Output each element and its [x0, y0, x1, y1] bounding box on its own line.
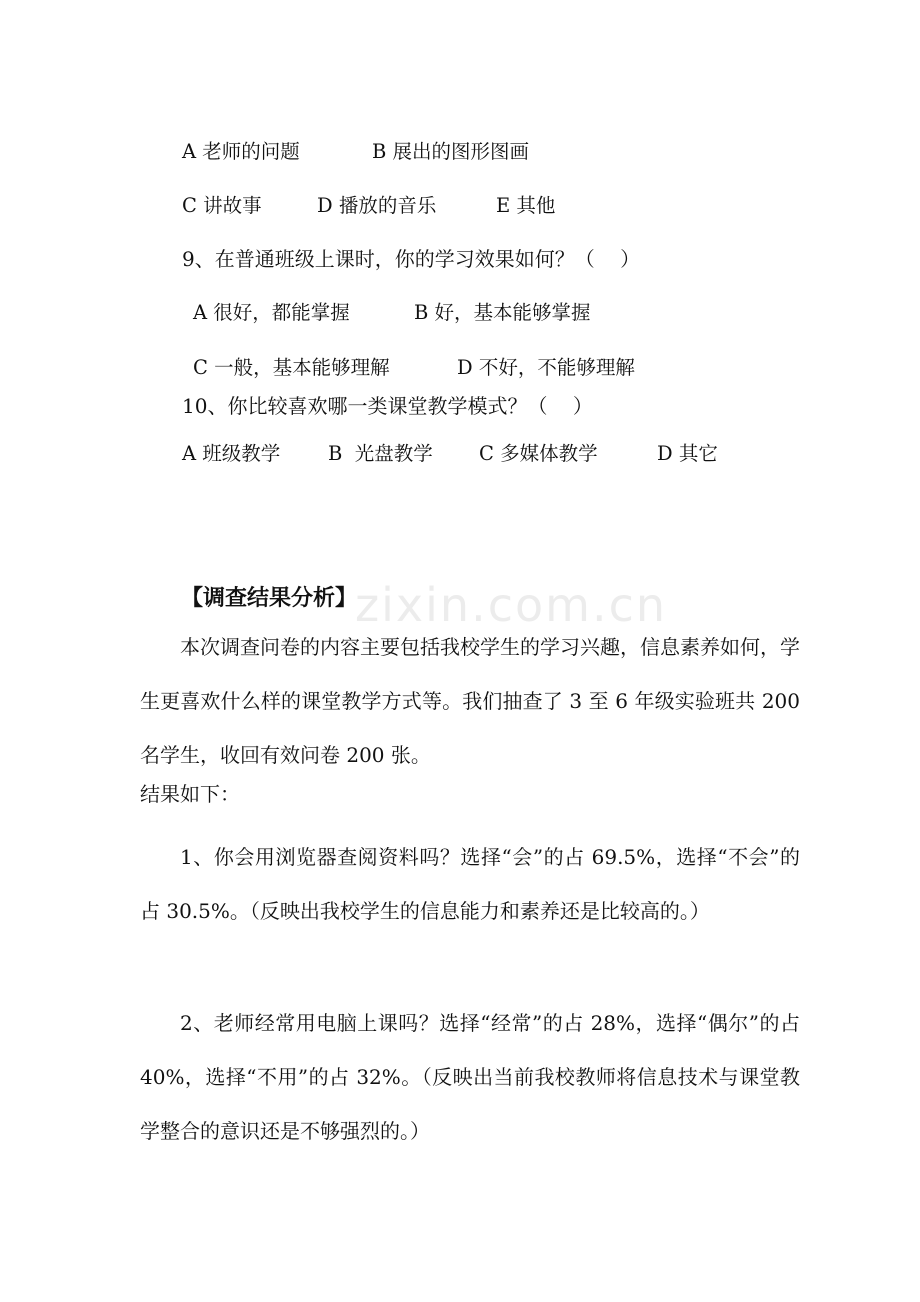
result-item-1: 1、你会用浏览器查阅资料吗？选择“会”的占 69.5%，选择“不会”的占 30.5%。（反映出我校学生的信息能力和素养还是比较高的。）: [140, 845, 800, 923]
results-label: 结果如下：: [140, 782, 240, 806]
q9-question: 9、在普通班级上课时，你的学习效果如何？（ ）: [182, 247, 641, 271]
q8-option-e: E 其他: [496, 194, 556, 217]
q8-option-c: C 讲故事: [182, 194, 262, 217]
q10-option-d: D 其它: [657, 442, 718, 465]
q9-option-d: D 不好，不能够理解: [457, 356, 635, 379]
q10-option-a: A 班级教学: [182, 442, 281, 465]
q9-option-b: B 好，基本能够掌握: [414, 301, 591, 324]
watermark: zixin.com.cn: [355, 578, 668, 632]
q10-option-b: B 光盘教学: [328, 442, 433, 465]
q8-option-d: D 播放的音乐: [317, 194, 437, 217]
q10-option-c: C 多媒体教学: [479, 442, 598, 465]
q8-option-a: A 老师的问题: [182, 140, 300, 163]
q10-question: 10、你比较喜欢哪一类课堂教学模式？（ ）: [182, 394, 593, 418]
q9-option-a: A 很好，都能掌握: [193, 301, 350, 324]
q8-option-b: B 展出的图形图画: [372, 140, 530, 163]
intro-paragraph: 本次调查问卷的内容主要包括我校学生的学习兴趣，信息素养如何，学生更喜欢什么样的课堂教学方式等。我们抽查了 3 至 6 年级实验班共 200 名学生，收回有效问卷 200 张。: [140, 635, 800, 767]
result-item-2: 2、老师经常用电脑上课吗？选择“经常”的占 28%，选择“偶尔”的占 40%，选择“不用”的占 32%。（反映出当前我校教师将信息技术与课堂教学整合的意识还是不够强烈的。）: [140, 1011, 800, 1143]
section-heading: 【调查结果分析】: [181, 586, 358, 611]
q9-option-c: C 一般，基本能够理解: [193, 356, 390, 379]
